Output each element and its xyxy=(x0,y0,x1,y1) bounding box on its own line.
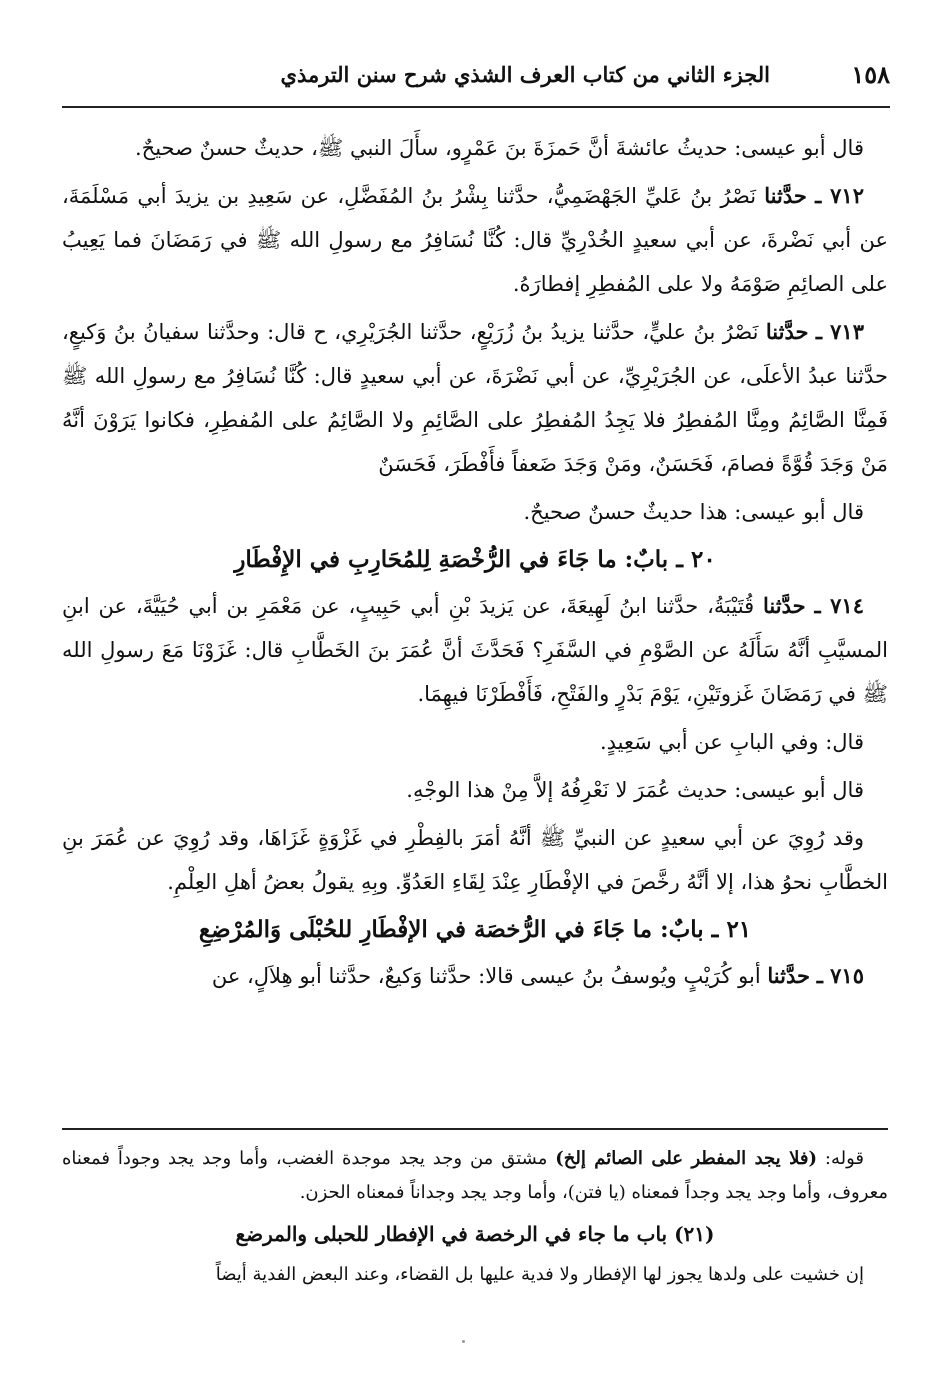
paragraph-umar-grading: قال أبو عيسى: حديث عُمَرَ لا نَعْرِفُهُ إلاَّ مِنْ هذا الوجْهِ. xyxy=(406,778,864,802)
hadith-number: ٧١٤ ـ xyxy=(814,593,864,618)
hadith-712 xyxy=(62,174,888,306)
footnote-heading: (٢١) باب ما جاء في الرخصة في الإفطار للحبلى والمرضع xyxy=(235,1222,715,1246)
hadith-text: أبو كُرَيْبٍ ويُوسفُ بنُ عيسى قالا: حدَّثنا وَكيعٌ، حدَّثنا أبو هِلاَلٍ، عن xyxy=(211,964,761,988)
hadith-text: نَصْرُ بنُ عَليِّ الجَهْضَمِيُّ، حدَّثنا بِشْرُ بنُ المُفَضَّلِ، عن سَعِيدِ بن يزيدَ أبي مَسْلَمَةَ، عن أبي نَضْرةَ، عن أبي سعيدٍ الخُدْرِيِّ قال: كُنَّا نُسَافِرُ مع رسولِ الله ﷺ في رَمَضَانَ فما يَعِيبُ على الصائِمِ صَوْمَهُ ولا على المُفطِرِ إفطارَهُ. xyxy=(62,184,888,296)
hadith-text: نَصْرُ بنُ عليٍّ، حدَّثنا يزيدُ بنُ زُرَيْعٍ، حدَّثنا الجُرَيْرِي، ح قال: وحدَّثنا سفيانُ بنُ وَكيعٍ، حدَّثنا عبدُ الأعلَى، عن الجُرَيْرِيِّ، عن أبي نَضْرَةَ، عن أبي سعيدٍ قال: كُنَّا نُسَافِرُ مع رسولِ الله ﷺ فَمِنَّا الصَّائِمُ ومِنَّا المُفطِرُ فلا يَجِدُ المُفطِرُ على الصَّائِمِ ولا الصَّائِمُ على المُفطِرِ، فكانوا يَرَوْنَ أنَّهُ مَنْ وَجَدَ قُوَّةً فصامَ، فَحَسَنٌ، ومَنْ وَجَدَ ضَعفاً فأَفْطَرَ، فَحَسَنٌ xyxy=(62,320,888,476)
running-header xyxy=(62,58,890,106)
hadith-number: ٧١٣ ـ xyxy=(815,319,864,344)
narration-keyword: حدَّثنا xyxy=(767,963,810,988)
footnote-divider xyxy=(62,1128,888,1130)
paragraph-grading: قال أبو عيسى: هذا حديثٌ حسنٌ صحيحٌ. xyxy=(523,500,864,524)
narration-keyword: حدَّثنا xyxy=(765,319,809,344)
footnote-commentary xyxy=(62,1142,888,1210)
hadith-number: ٧١٢ ـ xyxy=(815,183,864,208)
footnote-lead: قوله: xyxy=(824,1148,864,1169)
narration-keyword: حدَّثنا xyxy=(763,593,806,618)
header-title: الجزء الثاني من كتاب العرف الشذي شرح سنن الترمذي xyxy=(280,62,770,87)
footnote-text: مشتق من وجد يجد موجدة الغضب، وأما وجد يجد وجوداً فمعناه معروف، وأما وجد يجد وجداً فمعناه (يا فتن)، وأما وجد يجد وجداناً فمعناه الحزن. xyxy=(62,1148,888,1203)
hadith-text: قُتَيْبَةُ، حدَّثنا ابنُ لَهِيعَةَ، عن يَزيدَ بْنِ أبي حَبِيبٍ، عن مَعْمَرِ بن أبي حُيَيَّةَ، عن ابنِ المسيَّبِ أنَّهُ سَأَلَهُ عن الصَّوْمِ في السَّفَرِ؟ فَحَدَّثَ أنَّ عُمَرَ بنَ الخَطَّابِ قال: غَزَوْنَا مَعَ رسولِ الله ﷺ في رَمَضَانَ غَزوتَيْنِ، يَوْمَ بَدْرٍ والفَتْحِ، فَأَفْطَرْنَا فيهِمَا. xyxy=(62,594,888,706)
paragraph-chapter-reference: قال: وفي البابِ عن أبي سَعِيدٍ. xyxy=(599,730,864,754)
page-mark xyxy=(462,1340,465,1343)
page-number: ١٥٨ xyxy=(851,60,890,89)
narration-keyword: حدَّثنا xyxy=(764,183,807,208)
hadith-715 xyxy=(62,954,888,998)
footnotes xyxy=(62,1142,888,1296)
footnote-text-2: إن خشيت على ولدها يجوز لها الإفطار ولا فدية عليها بل القضاء، وعند البعض الفدية أيضاً xyxy=(215,1264,864,1285)
paragraph-abu-isa-aisha: قال أبو عيسى: حديثُ عائشةَ أنَّ حَمزَةَ بنَ عَمْرٍو، سأَلَ النبي ﷺ، حديثٌ حسنٌ صحيحٌ. xyxy=(134,136,864,160)
hadith-number: ٧١٥ ـ xyxy=(816,963,864,988)
footnote-quote: (فلا يجد المفطر على الصائم إلخ) xyxy=(555,1148,817,1169)
paragraph-narrations: وقد رُوِيَ عن أبي سعيدٍ عن النبيِّ ﷺ أنَّهُ أمَرَ بالفِطْرِ في غَزْوَةٍ غَزَاهَا، وقد رُوِيَ عن عُمَرَ بنِ الخطَّابِ نحوُ هذا، إلا أنَّهُ رخَّصَ في الإفْطَارِ عِنْدَ لِقَاءِ العَدُوِّ. وبِهِ يقولُ بعضُ أهلِ العِلْمِ. xyxy=(62,826,888,894)
hadith-713 xyxy=(62,310,888,486)
chapter-heading-21: ٢١ ـ بابٌ: ما جَاءَ في الرُّخصَة في الإفْطَارِ للحُبْلَى وَالمُرْضِعِ xyxy=(198,916,752,943)
hadith-714 xyxy=(62,584,888,716)
main-text xyxy=(62,126,888,1002)
header-divider xyxy=(62,106,890,108)
chapter-heading-20: ٢٠ ـ بابٌ: ما جَاءَ في الرُّخْصَةِ لِلمُحَارِبِ في الإِفْطَارِ xyxy=(234,546,716,573)
